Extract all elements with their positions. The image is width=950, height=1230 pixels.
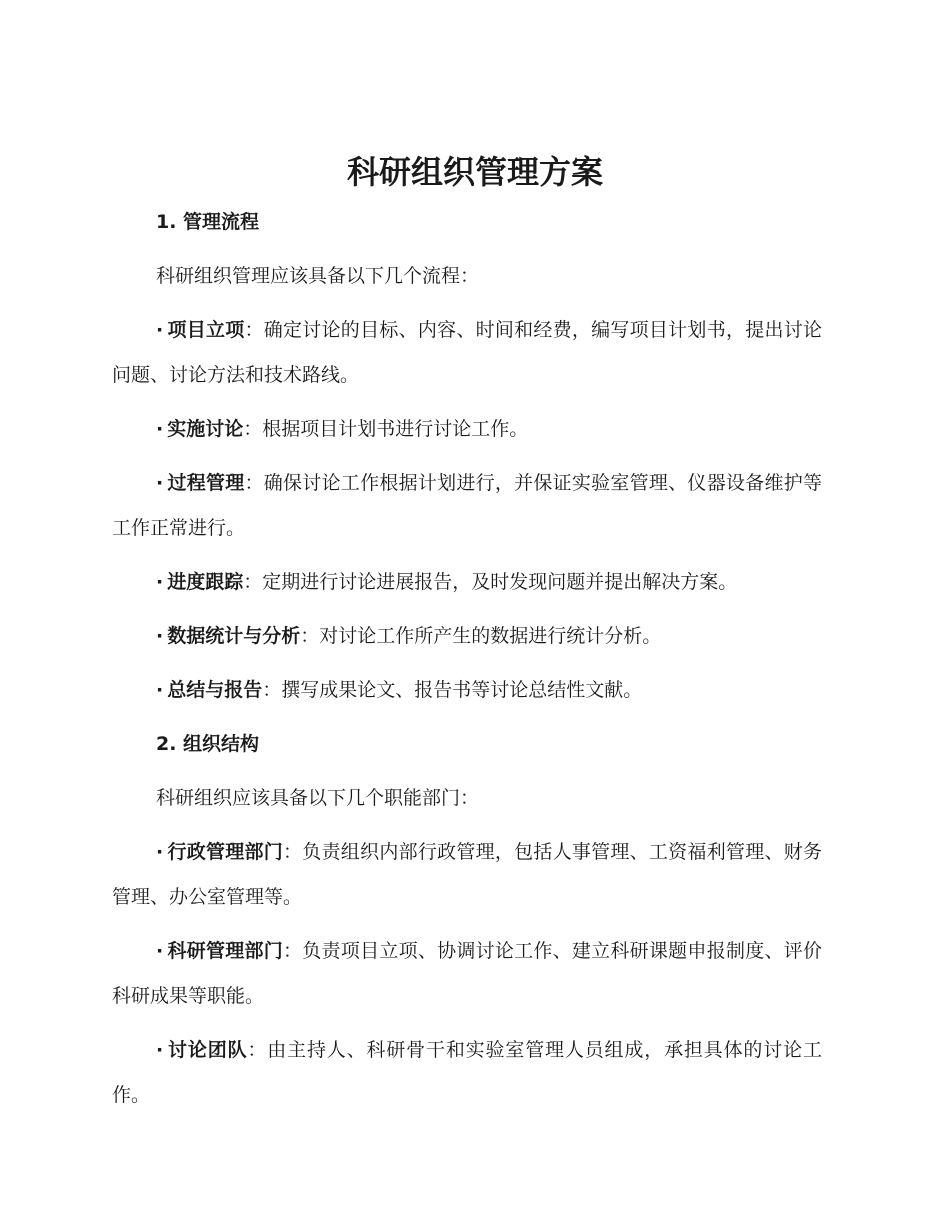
bullet-marker: · bbox=[156, 841, 164, 863]
list-item-text: 负责组织内部行政管理，包括人事管理、工资福利管理、财务管理、办公室管理等。 bbox=[112, 841, 822, 908]
list-item-implementation bbox=[112, 407, 822, 452]
section-intro-management-process: 科研组织管理应该具备以下几个流程： bbox=[156, 265, 480, 287]
list-item-separator: ： bbox=[283, 940, 303, 962]
bullet-marker: · bbox=[156, 940, 164, 962]
document-body bbox=[112, 200, 822, 1118]
list-item-text: 撰写成果论文、报告书等讨论总结性文献。 bbox=[281, 679, 643, 701]
list-item-data-analysis bbox=[112, 614, 822, 659]
section-intro-organization-structure: 科研组织应该具备以下几个职能部门： bbox=[156, 787, 480, 809]
bullet-marker: · bbox=[156, 418, 164, 440]
list-item-separator: ： bbox=[244, 472, 264, 494]
list-item-term: 项目立项 bbox=[167, 319, 245, 341]
bullet-marker: · bbox=[156, 625, 164, 647]
list-item-text: 由主持人、科研骨干和实验室管理人员组成，承担具体的讨论工作。 bbox=[112, 1039, 822, 1106]
list-item-research-management-department bbox=[112, 929, 822, 1019]
list-item-text: 确保讨论工作根据计划进行，并保证实验室管理、仪器设备维护等工作正常进行。 bbox=[112, 472, 822, 539]
list-item-discussion-team bbox=[112, 1028, 822, 1118]
list-item-separator: ： bbox=[262, 679, 282, 701]
list-item-term: 实施讨论 bbox=[167, 418, 244, 440]
list-item-term: 过程管理 bbox=[167, 472, 245, 494]
bullet-marker: · bbox=[156, 319, 164, 341]
list-item-separator: ： bbox=[243, 418, 263, 440]
list-item-separator: ： bbox=[247, 1039, 268, 1061]
list-item-text: 定期进行讨论进展报告，及时发现问题并提出解决方案。 bbox=[262, 571, 738, 593]
list-item-process-management bbox=[112, 461, 822, 551]
document-title: 科研组织管理方案 bbox=[346, 153, 603, 191]
bullet-marker: · bbox=[156, 679, 164, 701]
list-item-summary-report bbox=[112, 668, 822, 713]
list-item-term: 讨论团队 bbox=[167, 1039, 248, 1061]
list-item-admin-department bbox=[112, 830, 822, 920]
section-heading-management-process: 1. 管理流程 bbox=[156, 211, 260, 233]
list-item-separator: ： bbox=[283, 841, 303, 863]
list-item-text: 负责项目立项、协调讨论工作、建立科研课题申报制度、评价科研成果等职能。 bbox=[112, 940, 822, 1007]
list-item-term: 数据统计与分析 bbox=[167, 625, 301, 647]
list-item-term: 进度跟踪 bbox=[167, 571, 244, 593]
list-item-term: 总结与报告 bbox=[167, 679, 263, 701]
list-item-term: 科研管理部门 bbox=[167, 940, 284, 962]
list-item-separator: ： bbox=[243, 571, 263, 593]
list-item-separator: ： bbox=[300, 625, 320, 647]
section-heading-organization-structure: 2. 组织结构 bbox=[156, 733, 260, 755]
list-item-term: 行政管理部门 bbox=[167, 841, 284, 863]
bullet-marker: · bbox=[156, 472, 164, 494]
list-item-separator: ： bbox=[244, 319, 264, 341]
bullet-marker: · bbox=[156, 571, 164, 593]
list-item-text: 根据项目计划书进行讨论工作。 bbox=[262, 418, 529, 440]
list-item-project-initiation bbox=[112, 308, 822, 398]
list-item-text: 对讨论工作所产生的数据进行统计分析。 bbox=[319, 625, 662, 647]
bullet-marker: · bbox=[156, 1039, 164, 1061]
list-item-text: 确定讨论的目标、内容、时间和经费，编写项目计划书，提出讨论问题、讨论方法和技术路线。 bbox=[112, 319, 822, 386]
list-item-progress-tracking bbox=[112, 560, 822, 605]
